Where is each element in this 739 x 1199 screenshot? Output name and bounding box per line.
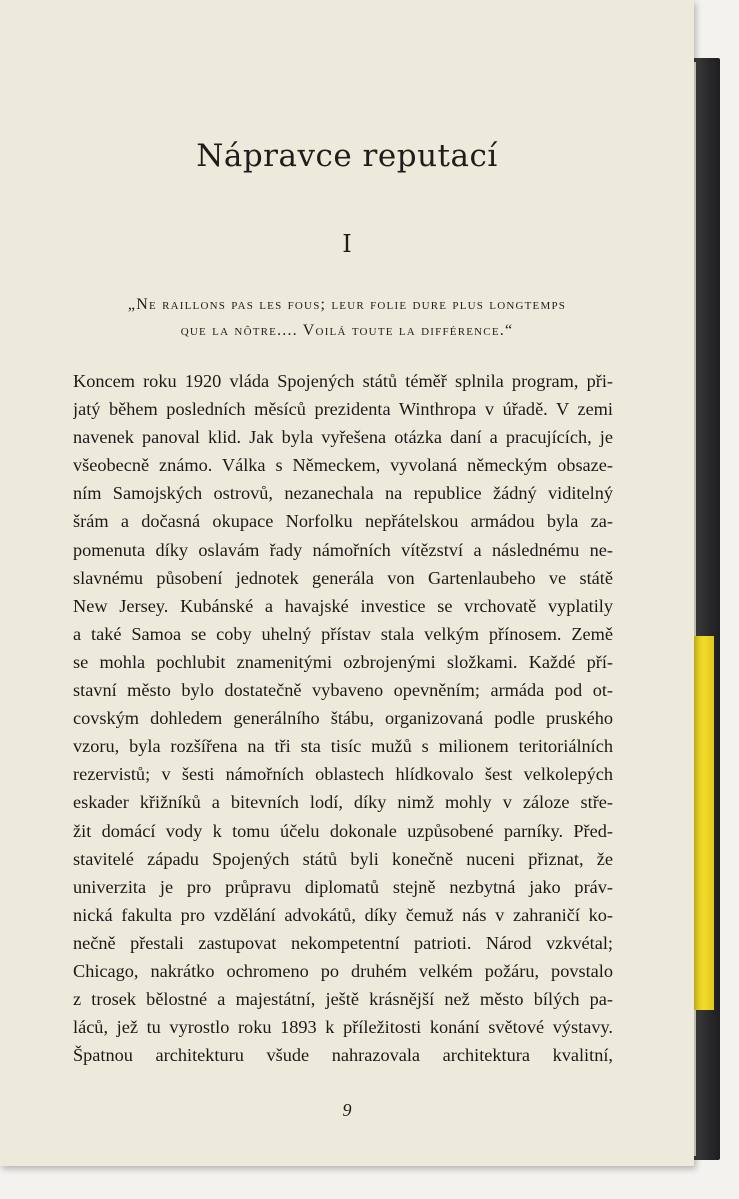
text-line: slavnému působení jednotek generála von Gartenlaubeho ve státě	[73, 567, 613, 588]
epigraph-line: que la nôtre.... Voilá toute la différence.“	[180, 322, 514, 339]
page-number: 9	[342, 1100, 352, 1120]
text-line: New Jersey. Kubánské a havajské investice se vrchovatě vyplatily	[73, 595, 613, 616]
text-line: z trosek bělostné a majestátní, ještě krásnější než město bílých pa-	[73, 989, 613, 1010]
text-line: stavitelé západu Spojených států byli konečně nuceni přiznat, že	[73, 848, 613, 869]
text-line: univerzita je pro průpravu diplomatů stejně nezbytná jako práv-	[73, 876, 613, 897]
text-line: Chicago, nakrátko ochromeno po druhém velkém požáru, povstalo	[73, 960, 613, 981]
text-line: covským dohledem generálního štábu, organizovaná podle pruského	[73, 708, 613, 729]
text-line: Koncem roku 1920 vláda Spojených států téměř splnila program, při-	[73, 371, 613, 391]
body-text	[73, 367, 613, 1069]
chapter-title: Nápravce reputací	[196, 138, 498, 174]
text-line: všeobecně známo. Válka s Německem, vyvolaná německým obsaze-	[73, 455, 613, 476]
section-number: I	[342, 230, 352, 258]
text-line: nečně přestali zastupovat nekompetentní patrioti. Národ vzkvétal;	[73, 932, 613, 953]
epigraph-line: „Ne raillons pas les fous; leur folie dure plus longtemps	[127, 296, 567, 313]
yellow-bookmark-ribbon	[694, 636, 714, 1010]
epigraph	[100, 292, 594, 344]
text-line: žit domácí vody k tomu účelu dokonale uzpůsobené parníky. Před-	[73, 820, 613, 841]
text-line: vzoru, byla rozšířena na tři sta tisíc mužů s milionem teritoriálních	[73, 736, 613, 757]
text-line: stavní město bylo dostatečně vybaveno opevněním; armáda pod ot-	[73, 680, 613, 701]
text-line: se mohla pochlubit znamenitými ozbrojenými složkami. Každé pří-	[73, 651, 613, 672]
text-line: Špatnou architekturu všude nahrazovala architektura kvalitní,	[73, 1045, 613, 1066]
text-line: jatý během posledních měsíců prezidenta Winthropa v úřadě. V zemi	[73, 399, 613, 420]
text-line: ním Samojských ostrovů, nezanechala na republice žádný viditelný	[73, 483, 613, 504]
text-line: rezervistů; v šesti námořních oblastech hlídkovalo šest velkolepých	[73, 764, 613, 785]
text-line: šrám a dočasná okupace Norfolku nepřátelskou armádou byla za-	[73, 511, 613, 532]
text-line: láců, jež tu vyrostlo roku 1893 k příležitosti konání světové výstavy.	[73, 1017, 613, 1038]
text-line: pomenuta díky oslavám řady námořních vítězství a následnému ne-	[73, 539, 613, 560]
text-line: navenek panoval klid. Jak byla vyřešena otázka daní a pracujících, je	[73, 427, 613, 448]
text-line: a také Samoa se coby uhelný přístav stala velkým přínosem. Země	[73, 623, 613, 644]
text-line: eskader křižníků a bitevních lodí, díky nimž mohly v záloze stře-	[73, 792, 613, 813]
text-line: nická fakulta pro vzdělání advokátů, díky čemuž nás v zahraničí ko-	[73, 904, 613, 925]
